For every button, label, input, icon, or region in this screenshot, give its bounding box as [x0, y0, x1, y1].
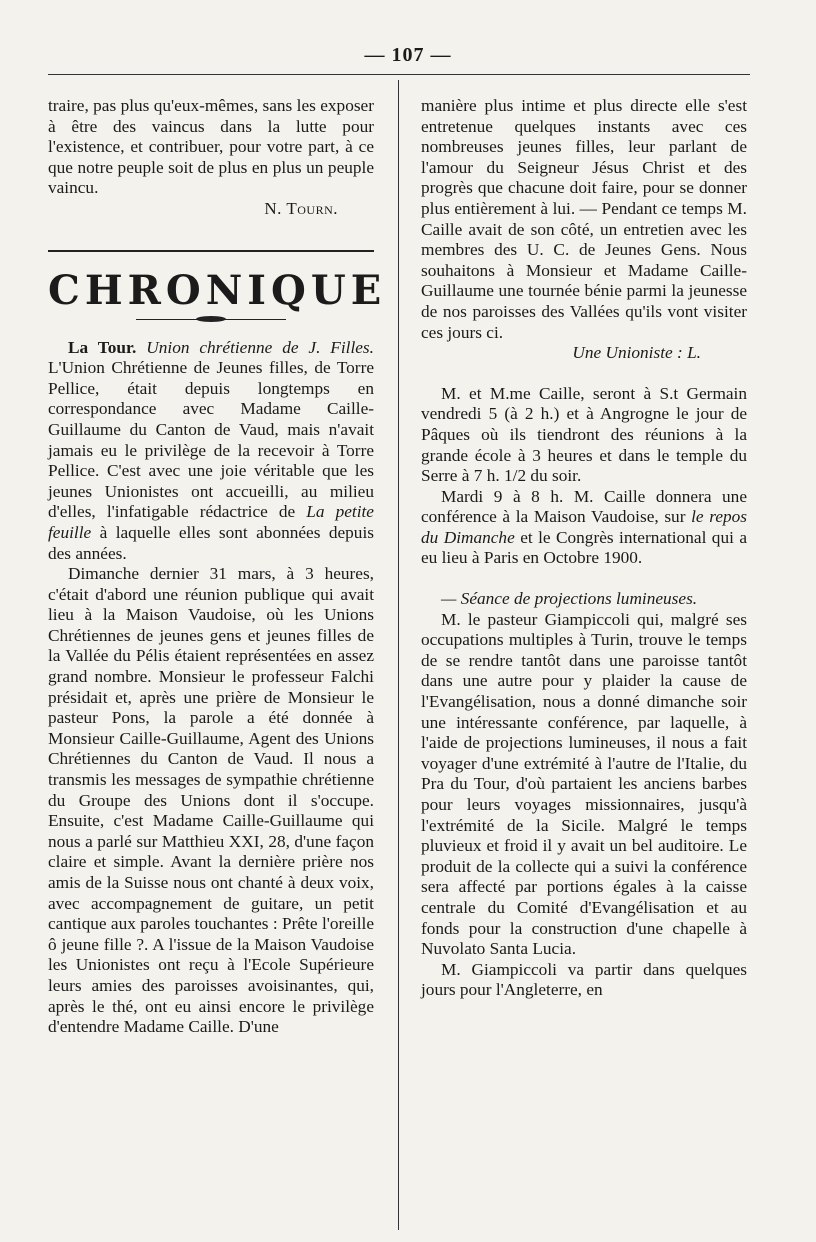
conference-paragraph	[421, 487, 747, 569]
header-rule	[48, 74, 750, 75]
italic-title: le repos du Dimanche	[421, 507, 747, 547]
right-column	[421, 96, 747, 1001]
signature-text: Une Unioniste : L.	[572, 343, 701, 363]
italic-subject: Union chrétienne de J. Filles.	[146, 337, 374, 357]
dimanche-paragraph: Dimanche dernier 31 mars, à 3 heures, c'était d'abord une réunion publique qui avait lieu à la Maison Vaudoise, où les Unions Chrétiennes de jeunes gens et jeunes filles de la Vallée du Pélis étaient représentées en assez grand nombre. Monsieur le professeur Falchi présidait et, après une prière de Monsieur le pasteur Pons, la parole a été donnée à Monsieur Caille-Guillaume, Agent des Unions Chrétiennes du Canton de Vaud. Il nous a transmis les messages de sympathie chrétienne du Groupe des Unions dont il s'occupe. Ensuite, c'est Madame Caille-Guillaume qui nous a parlé sur Matthieu XXI, 28, d'une façon claire et simple. Avant la dernière prière nos amis de la Suisse nous ont chanté à deux voix, avec accompagnement de guitare, un petit cantique aux paroles touchantes : Prête l'oreille ô jeune fille ?. A l'issue de la Maison Vaudoise les Unionistes ont reçu à l'Ecole Supérieure leurs amies des paroisses avoisinantes, qui, après le thé, ont eu ainsi encore le privilège d'entendre Madame Caille. D'une	[48, 564, 374, 1037]
left-column	[48, 96, 387, 1038]
run-in-heading: La Tour.	[68, 337, 137, 357]
section-title: CHRONIQUE	[48, 266, 387, 314]
author-signature: N. Tourn.	[264, 198, 338, 218]
italic-heading: — Séance de projections lumineuses.	[441, 589, 698, 609]
unioniste-signature	[421, 343, 747, 364]
paragraph-text: et le Congrès international qui a eu lieu à Paris en Octobre 1900.	[421, 527, 747, 568]
caille-schedule-paragraph: M. et M.me Caille, seront à S.t Germain vendredi 5 (à 2 h.) et à Angrogne le jour de Pâques où ils tiendront des réunions à la grande école à 3 heures et dans le temple du Serre à 7 h. 1/2 du soir.	[421, 383, 747, 486]
paragraph-text: L'Union Chrétienne de Jeunes filles, de Torre Pellice, était depuis longtemps en correspondance avec Madame Caille-Guillaume du Canton de Vaud, mais n'avait jamais eu le privilège de la recevoir à Torre Pellice. C'est avec une joie véritable que les jeunes Unionistes ont accueilli, au milieu d'elles, l'infatigable rédactrice de	[48, 358, 374, 522]
departure-paragraph: M. Giampiccoli va partir dans quelques jours pour l'Angleterre, en	[421, 959, 747, 1000]
page-number: — 107 —	[364, 44, 452, 66]
italic-title: La petite feuille	[48, 502, 374, 542]
giampiccoli-paragraph: M. le pasteur Giampiccoli qui, malgré ses occupations multiples à Turin, trouve le temps de se rendre tantôt dans une paroisse tantôt dans une autre pour y plaider la cause de l'Evangélisation, nous a donné dimanche soir une intéressante conférence, par laquelle, à l'aide de projections lumineuses, il nous a fait voyager d'une extrémité à l'autre de l'Italie, du Pra du Tour, d'où partaient les anciens barbes pour leurs voyages missionnaires, jusqu'à l'extrémité de la Sicile. Malgré le temps pluvieux et froid il y avait un bel auditoire. Le produit de la collecte qui a suivi la conférence sera affecté par portions égales à la caisse centrale du Comité d'Evangélisation et au fonds pour la construction d'une chapelle à Nuvolato Santa Lucia.	[421, 609, 747, 959]
projections-heading	[421, 589, 747, 610]
intro-paragraph: traire, pas plus qu'eux-mêmes, sans les exposer à être des vaincus dans la lutte pour l'existence, et contribuer, pour votre part, à ce que notre peuple soit de plus en plus un peuple vaincu.	[48, 96, 374, 198]
la-tour-paragraph	[48, 338, 374, 565]
section-rule	[48, 250, 374, 252]
continuation-paragraph: manière plus intime et plus directe elle s'est entretenue quelques instants avec ces nombreuses jeunes filles, leur parlant de l'amour du Seigneur Jésus Christ et des progrès que chacune doit faire, pour se donner plus entièrement à lui. — Pendant ce temps M. Caille avait de son côté, un entretien avec les membres des U. C. de Jeunes Gens. Nous souhaitons à Monsieur et Madame Caille-Guillaume une tournée bénie parmi la jeunesse de nos paroisses des Vallées qu'ils vont visiter ces jours ci.	[421, 96, 747, 342]
paragraph-text: Mardi 9 à 8 h. M. Caille donnera une conférence à la Maison Vaudoise, sur	[421, 486, 747, 527]
ornament-divider	[136, 316, 286, 324]
column-divider	[398, 80, 399, 1230]
paragraph-text: à laquelle elles sont abonnées depuis des années.	[48, 522, 374, 563]
